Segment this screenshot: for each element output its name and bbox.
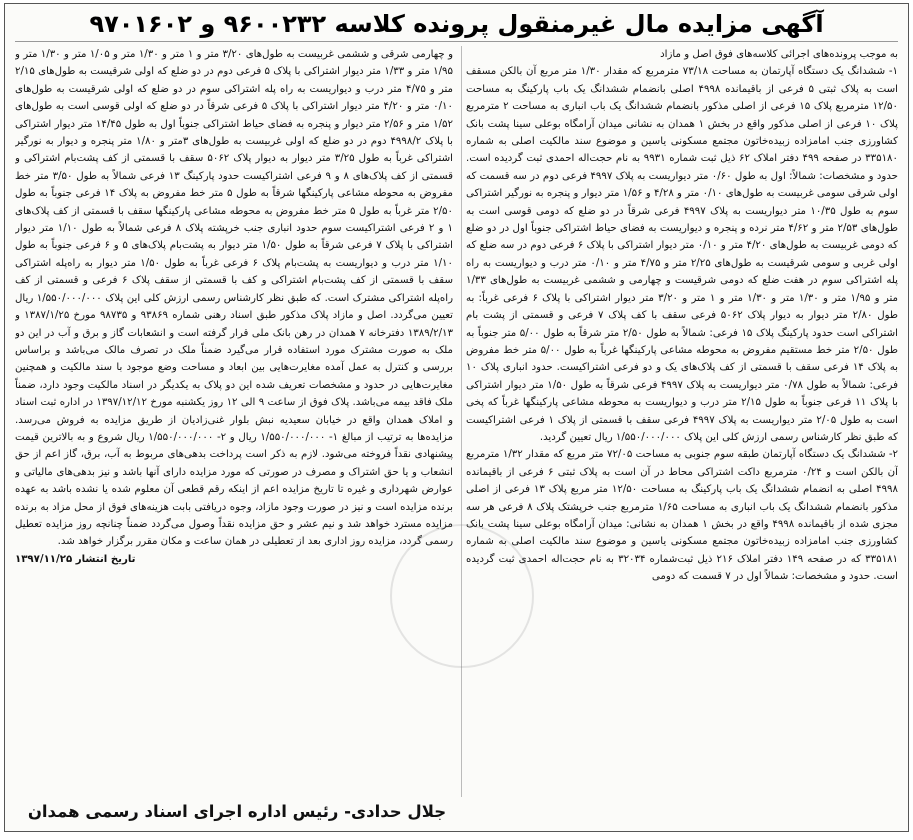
right-column xyxy=(466,46,898,797)
title-divider xyxy=(15,41,898,42)
signature: جلال حدادی- رئیس اداره اجرای اسناد رسمی همدان xyxy=(27,802,447,821)
item-2-paragraph: ۲- ششدانگ یک دستگاه آپارتمان طبقه سوم جنوبی به مساحت ۷۲/۰۵ متر مربع که مقدار ۱/۳۲ مترمربع آن بالکن است و ۰/۲۴ مترمربع داکت اشتراکی محاط در آن است به پلاک ثبتی ۶ فرعی از باقیمانده ۴۹۹۸ اصلی به انضمام ششدانگ یک باب پارکینگ به مساحت ۱۲/۵۰ متر مربع پلاک ۱۳ فرعی از اصلی مذکور بانضمام ششدانگ یک باب انباری به مساحت ۱/۶۵ مترمربع جنب خرپشتک پلاک ۸ فرعی هر سه مجزی شده از باقیمانده ۴۹۹۸ واقع در بخش ۱ همدان به نشانی: میدان آرامگاه بوعلی سینا پشت بانک کشاورزی جنب امامزاده زبیده‌خاتون مجتمع مسکونی یاسین و موضوع سند مالکیت اصلی به شماره ۳۳۵۱۸۱ که در صفحه ۱۴۹ دفتر املاک ۲۱۶ ذیل ثبت‌شماره ۳۲۰۳۴ به نام حجت‌اله احمدی ثبت گردیده است. حدود و مشخصات: شمالاً اول در ۷ قسمت که دومی xyxy=(466,449,898,583)
column-divider xyxy=(461,46,462,797)
publish-date: تاریخ انتشار ۱۳۹۷/۱۱/۲۵ xyxy=(15,553,136,565)
continuation-paragraph: و چهارمی شرقی و ششمی غربیست به طول‌های ۳/۲۰ متر و ۱ متر و ۱/۳۰ متر و ۱/۰۵ متر و ۱/۳۰ متر و ۱/۹۵ متر و ۱/۳۳ متر دیوار اشتراکی با پلاک ۵ فرعی دوم در دو ضلع که اولی شرقیست به طول‌های ۲/۱۵ متر و ۴/۷۵ متر درب و دیواریست به راه پله اشتراکی سوم در دو ضلع که اولی شرقیست به طول‌های ۰/۱۰ متر و ۴/۲۰ متر دیوار اشتراکی با پلاک ۵ فرعی شرقاً در دو ضلع که اولی قوسی است به طول‌های ۱/۵۲ متر و ۲/۵۶ متر دیوار و پنجره به فضای حیاط اشتراکی جنوباً اول به طول ۱۴/۴۵ متر دیوار اشتراکی با پلاک ۴۹۹۸/۲ دوم در دو ضلع که اولی غربیست به طول‌های ۳متر و ۱/۸۰ متر پنجره و دیوار به نورگیر اشتراکی غرباً به طول ۳/۲۵ متر دیوار به دیوار پلاک ۵۰۶۲ سقف با قسمتی از کف پشت‌بام اشتراکی و قسمتی از کف پلاک‌های ۸ و ۹ فرعی اشتراکیست حدود پارکینگ ۱۳ فرعی شمالاً به طول ۳/۵۰ متر خط مفروض به محوطه مشاعی پارکینگها شرقاً به طول ۵ متر خط مفروض به پلاک ۱۴ فرعی جنوباً به طول ۲/۵۰ متر غرباً به طول ۵ متر خط مفروض به محوطه مشاعی پارکینگها سقف با قسمتی از کف پلاک‌های ۱ و ۲ فرعی اشتراکیست سوم حدود انباری جنب خرپشته پلاک ۸ فرعی شمالاً به طول ۱/۱۰ متر دیوار اشتراکی با پلاک ۷ فرعی شرقاً به طول ۱/۵۰ متر دیوار به پشت‌بام پلاک‌های ۵ و ۶ فرعی جنوباً به طول ۱/۱۰ متر درب و دیواریست به پشت‌بام پلاک ۶ فرعی غرباً به طول ۱/۵۰ متر دیوار به راه‌پله اشتراکی سقف با قسمتی از کف پشت‌بام اشتراکی و کف با قسمتی از سقف پلاک ۶ فرعی و قسمتی از کف راه‌پله اشتراکی مشترک است. که طبق نظر کارشناس رسمی ارزش کلی این پلاک ۱/۵۵۰/۰۰۰/۰۰۰ ریال تعیین می‌گردد. اصل و مازاد پلاک مذکور طبق اسناد رهنی شماره ۹۳۸۶۹ و ۹۸۷۳۵ مورخ ۱۳۸۷/۱/۲۵ و ۱۳۸۹/۲/۱۳ دفترخانه ۷ همدان در رهن بانک ملی قرار گرفته است و انشعابات گاز و برق و آب در این دو ملک به صورت مشترک مورد استفاده قرار می‌گیرد ضمناً ملک در تصرف مالک می‌باشد و براساس بررسی و کنترل به عمل آمده مغایرت‌هایی بین ابعاد و مساحت وضع موجود با سند مالکیت و همچنین مغایرت‌هایی در حدود و مشخصات تعریف شده این دو پلاک به یکدیگر در اسناد مالکیت وجود دارد، ضمناً ملک فاقد بیمه می‌باشد. پلاک فوق از ساعت ۹ الی ۱۲ روز یکشنبه مورخ ۱۳۹۷/۱۲/۱۲ در اداره ثبت اسناد و املاک همدان واقع در خیابان سعیدیه نبش بلوار غنی‌زادیان از طریق مزایده به فروش می‌رسد. مزایده‌ها به ترتیب از مبالغ ۱- ۱/۵۵۰/۰۰۰/۰۰۰ ریال و ۲- ۱/۵۵۰/۰۰۰/۰۰۰ ریال شروع و به بالاترین قیمت پیشنهادی نقداً فروخته می‌شود. لازم به ذکر است پرداخت بدهی‌های مربوط به آب، برق، گاز اعم از حق انشعاب و یا حق اشتراک و مصرف در صورتی که مورد مزایده دارای آنها باشد و نیز بدهی‌های مالیاتی و عوارض شهرداری و غیره تا تاریخ مزایده اعم از اینکه رقم قطعی آن معلوم شده یا نشده باشد به عهده برنده مزایده است و نیز در صورت وجود مازاد، وجوه دریافتی بابت هزینه‌های فوق از محل مزاد به برنده مزایده مسترد خواهد شد و نیم عشر و حق مزایده نقداً وصول می‌گردد ضمناً چنانچه روز مزایده تعطیل رسمی گردد، مزایده روز اداری بعد از تعطیلی در همان ساعت و مکان مقرر برگزار خواهد شد. xyxy=(15,49,453,548)
item-1-paragraph: ۱- ششدانگ یک دستگاه آپارتمان به مساحت ۷۳/۱۸ مترمربع که مقدار ۱/۳۰ متر مربع آن بالکن مسقف است به پلاک ثبتی ۵ فرعی از باقیمانده ۴۹۹۸ اصلی بانضمام ششدانگ یک باب پارکینگ به مساحت ۱۲/۵۰ مترمربع پلاک ۱۵ فرعی از اصلی مذکور بانضمام ششدانگ یک باب انباری به مساحت ۲ مترمربع پلاک ۱۰ فرعی از اصلی مذکور واقع در بخش ۱ همدان به نشانی میدان آرامگاه بوعلی سینا پشت بانک کشاورزی جنب امامزاده زبیده‌خاتون مجتمع مسکونی یاسین و موضوع سند مالکیت اصلی به شماره ۳۳۵۱۸۰ در صفحه ۴۹۹ دفتر املاک ۶۲ ذیل ثبت شماره ۹۹۳۱ به نام حجت‌اله احمدی ثبت گردیده است. حدود و مشخصات: شمالاً: اول به طول ۰/۶۰ متر دیواریست به پلاک ۴۹۹۷ فرعی دوم در سه قسمت که اولی شرقی سومی غربیست به طول‌های ۰/۱۰ متر و ۴/۲۸ و ۱/۵۶ متر دیوار و پنجره به نورگیر اشتراکی سوم به طول ۱۰/۳۵ متر دیواریست به پلاک ۴۹۹۷ فرعی شرقاً در دو ضلع که دومی قوسی است به طول‌های ۲/۵۳ متر و ۴/۶۲ متر نرده و پنجره و دیواریست به فضای حیاط اشتراکی جنوباً اول در دو ضلع که دومی غربیست به طول‌های ۴/۲۰ متر و ۰/۱۰ متر دیوار اشتراکی با پلاک ۶ فرعی دوم در سه ضلع که اولی غربی و سومی شرقیست به طول‌های ۲/۲۵ متر و ۴/۷۵ متر و ۰/۱۰ متر درب و دیواریست به راه پله اشتراکی سوم در هفت ضلع که دومی شرقیست و چهارمی و ششمی غربیست به طول‌های ۱/۳۳ متر و ۱/۹۵ متر و ۱/۳۰ متر و ۱/۳۰ متر و ۱ متر و ۳/۲۰ متر دیوار اشتراکی با پلاک ۶ فرعی غرباً: به طول ۲/۸۰ متر دیوار به دیوار پلاک ۵۰۶۲ فرعی سقف با کف پلاک ۷ فرعی و قسمتی از پشت بام اشتراکی است حدود پارکینگ پلاک ۱۵ فرعی: شمالاً به طول ۲/۵۰ متر شرقاً به طول ۵/۰۰ متر جنوباً به طول ۲/۵۰ متر خط مستقیم مفروض به محوطه مشاعی پارکینگها غرباً به طول ۵/۰۰ متر خط مفروض به پلاک ۱۴ فرعی سقف با قسمتی از کف پلاک‌های یک و دو فرعی اشتراکیست. حدود انباری پلاک ۱۰ فرعی: شمالاً به طول ۰/۷۸ متر دیواریست به پلاک ۴۹۹۷ فرعی شرقاً به طول ۱/۵۰ متر دیوار اشتراکی با پلاک ۱۱ فرعی جنوباً به طول ۲/۱۵ متر درب و دیواریست به محوطه مشاعی پارکینگها غرباً که پخی است به طول ۲/۰۵ متر دیواریست به پلاک ۴۹۹۷ فرعی سقف با قسمتی از پلاک ۱ فرعی اشتراکیست که طبق نظر کارشناس رسمی ارزش کلی این پلاک ۱/۵۵۰/۰۰۰/۰۰۰ ریال تعیین گردید. xyxy=(466,66,898,443)
auction-notice xyxy=(4,3,909,832)
notice-title: آگهی مزایده مال غیرمنقول پرونده کلاسه ۹۶۰۰۲۳۲ و ۹۷۰۱۶۰۲ xyxy=(89,10,824,38)
left-column xyxy=(15,46,453,797)
intro-paragraph: به موجب پرونده‌های اجرائی کلاسه‌های فوق اصل و مازاد xyxy=(660,49,898,60)
